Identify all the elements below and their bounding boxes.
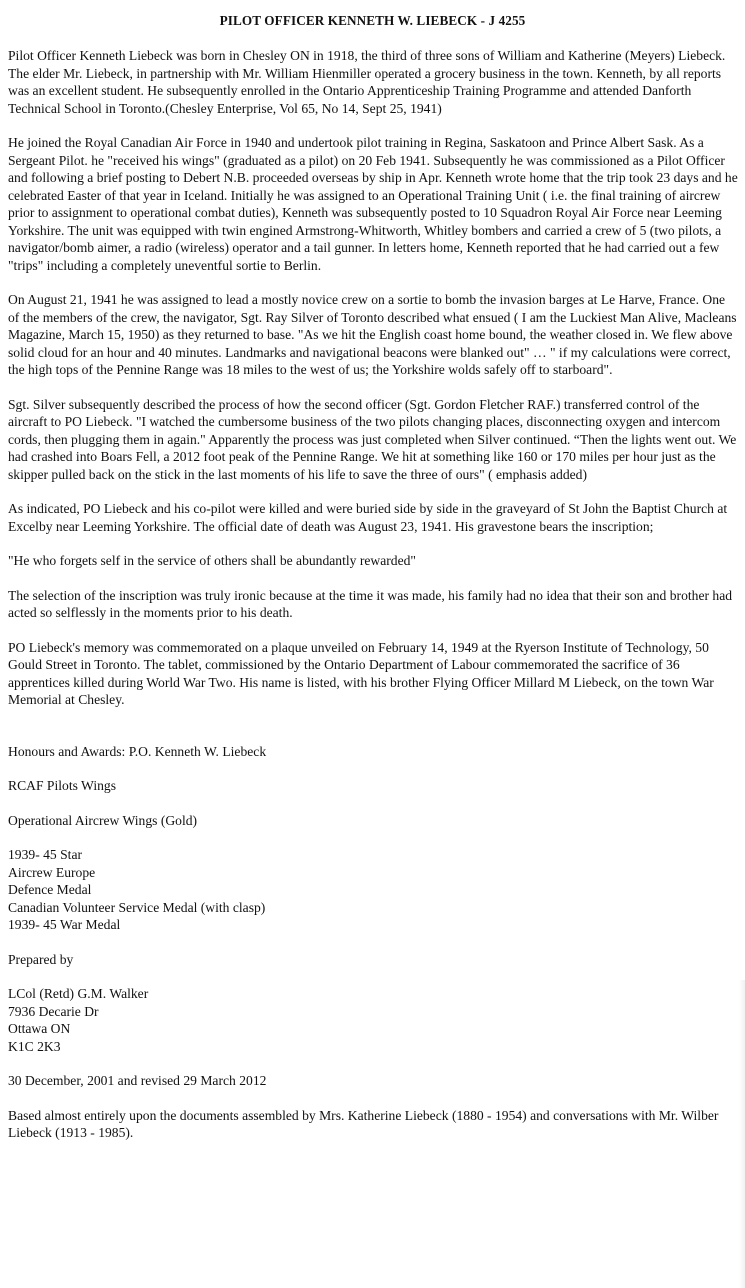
source-note: Based almost entirely upon the documents assembled by Mrs. Katherine Liebeck (1880 - 1954) and conversations with Mr. Wilber Liebeck (1913 - 1985).	[8, 1107, 719, 1140]
address-line: LCol (Retd) G.M. Walker	[8, 986, 149, 1001]
page-edge-shadow	[739, 980, 745, 1288]
list-item: Canadian Volunteer Service Medal (with clasp)	[8, 899, 266, 915]
paragraph-early-life: Pilot Officer Kenneth Liebeck was born in Chesley ON in 1918, the third of three sons of William and Katherine (Meyers) Liebeck. The elder Mr. Liebeck, in partnership with Mr. William Hienmiller operated a grocery business in the town. Kenneth, by all reports was an excellent student. He subsequently enrolled in the Ontario Apprenticeship Training Programme and attended Danforth Technical School in Toronto.(Chesley Enterprise, Vol 65, No 14, Sept 25, 1941)	[8, 48, 726, 116]
list-item: Defence Medal	[8, 882, 92, 897]
paragraph-crash-account: Sgt. Silver subsequently described the process of how the second officer (Sgt. Gordon Fletcher RAF.) transferred control of the aircraft to PO Liebeck. "I watched the cumbersome business of the two pilots changing places, disconnecting oxygen and intercom cords, then plugging them in again." Apparently the process was just completed when Silver continued. “Then the lights went out. We had crashed into Boars Fell, a 2012 foot peak of the Pennine Range. We hit at something like 160 or 170 miles per hour just as the skipper pulled back on the stick in the last moments of his life to save the three of ours" ( emphasis added)	[8, 396, 737, 482]
document-date: 30 December, 2001 and revised 29 March 2012	[8, 1073, 267, 1088]
paragraph-irony: The selection of the inscription was truly ironic because at the time it was made, his family had no idea that their son and brother had acted so selflessly in the moments prior to his death.	[8, 587, 733, 620]
prepared-by-label: Prepared by	[8, 951, 74, 967]
address-line: Ottawa ON	[8, 1021, 71, 1036]
gravestone-inscription: "He who forgets self in the service of others shall be abundantly rewarded"	[8, 553, 416, 568]
paragraph-burial: As indicated, PO Liebeck and his co-pilot were killed and were buried side by side in the graveyard of St John the Baptist Church at Excelby near Leeming Yorkshire. The official date of death was August 23, 1941. His gravestone bears the inscription;	[8, 501, 728, 534]
paragraph-commemoration: PO Liebeck's memory was commemorated on a plaque unveiled on February 14, 1949 at the Ryerson Institute of Technology, 50 Gould Street in Toronto. The tablet, commissioned by the Ontario Department of Labour commemorated the sacrifice of 36 apprentices killed during World War Two. His name is listed, with his brother Flying Officer Millard M Liebeck, on the town War Memorial at Chesley.	[8, 639, 714, 707]
honour-pilot-wings: RCAF Pilots Wings	[8, 778, 116, 793]
page-title: PILOT OFFICER KENNETH W. LIEBECK - J 4255	[219, 13, 526, 28]
paragraph-final-sortie: On August 21, 1941 he was assigned to lead a mostly novice crew on a sortie to bomb the invasion barges at Le Harve, France. One of the members of the crew, the navigator, Sgt. Ray Silver of Toronto described what ensued ( I am the Luckiest Man Alive, Macleans Magazine, March 15, 1950) as they returned to base. "As we hit the English coast home bound, the weather closed in. We flew above solid cloud for an hour and 40 minutes. Landmarks and navigational beacons were blanked out" … " if my calculations were correct, the high tops of the Pennine Range was 18 miles to the west of us; the Yorkshire wolds safely off to starboard".	[8, 292, 737, 377]
paragraph-rcaf-service: He joined the Royal Canadian Air Force in 1940 and undertook pilot training in Regina, Saskatoon and Prince Albert Sask. As a Sergeant Pilot. he "received his wings" (graduated as a pilot) on 20 Feb 1941. Subsequently he was commissioned as a Pilot Officer and following a brief posting to Debert N.B. proceeded overseas by ship in Apr. Kenneth wrote home that the trip took 23 days and he celebrated Easter of that year in Iceland. Initially he was assigned to an Operational Training Unit ( i.e. the final training of aircrew prior to assignment to operational combat duties), Kenneth was subsequently posted to 10 Squadron Royal Air Force near Leeming Yorkshire. The unit was equipped with twin engined Armstrong-Whitworth, Whitley bombers and carried a crew of 5 (two pilots, a navigator/bomb aimer, a radio (wireless) operator and a tail gunner. In letters home, Kenneth reported that he had carried out a few "trips" including a completely uneventful sortie to Berlin.	[8, 135, 738, 273]
address-line: 7936 Decarie Dr	[8, 1003, 99, 1019]
list-item: Aircrew Europe	[8, 864, 96, 880]
honour-operational-wings: Operational Aircrew Wings (Gold)	[8, 812, 198, 828]
medals-list	[8, 846, 738, 934]
address-line: K1C 2K3	[8, 1038, 61, 1054]
list-item: 1939- 45 Star	[8, 847, 83, 862]
author-address	[8, 985, 738, 1055]
document-body	[8, 47, 738, 1159]
list-item: 1939- 45 War Medal	[8, 917, 121, 932]
honours-heading: Honours and Awards: P.O. Kenneth W. Liebeck	[8, 743, 267, 759]
